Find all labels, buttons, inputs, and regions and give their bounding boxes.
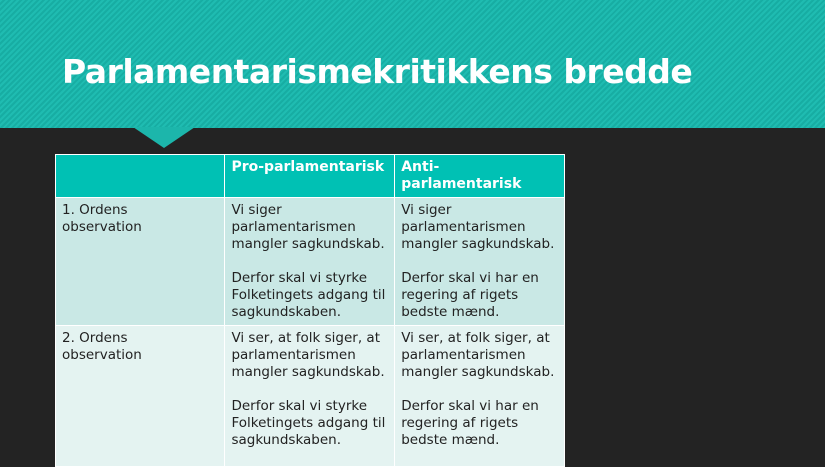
table-row	[56, 326, 565, 467]
table-cell: Vi siger parlamentarismen mangler sagkundskab. Derfor skal vi styrke Folketingets adgang til sagkundskaben.	[225, 198, 395, 326]
header-cell	[56, 155, 225, 198]
header-cell: Anti-parlamentarisk	[395, 155, 565, 198]
band-pointer	[133, 127, 195, 148]
table-header-row	[56, 155, 565, 198]
table-cell: Vi ser, at folk siger, at parlamentarismen mangler sagkundskab. Derfor skal vi har en regering af rigets bedste mænd.	[395, 326, 565, 467]
header-cell: Pro-parlamentarisk	[225, 155, 395, 198]
row-label: 1. Ordens observation	[56, 198, 225, 326]
table-cell: Vi siger parlamentarismen mangler sagkundskab. Derfor skal vi har en regering af rigets bedste mænd.	[395, 198, 565, 326]
slide-title: Parlamentarismekritikkens bredde	[62, 52, 693, 91]
row-label: 2. Ordens observation	[56, 326, 225, 467]
comparison-table	[55, 154, 565, 467]
table-row	[56, 198, 565, 326]
table-cell: Vi ser, at folk siger, at parlamentarismen mangler sagkundskab. Derfor skal vi styrke Folketingets adgang til sagkundskaben.	[225, 326, 395, 467]
